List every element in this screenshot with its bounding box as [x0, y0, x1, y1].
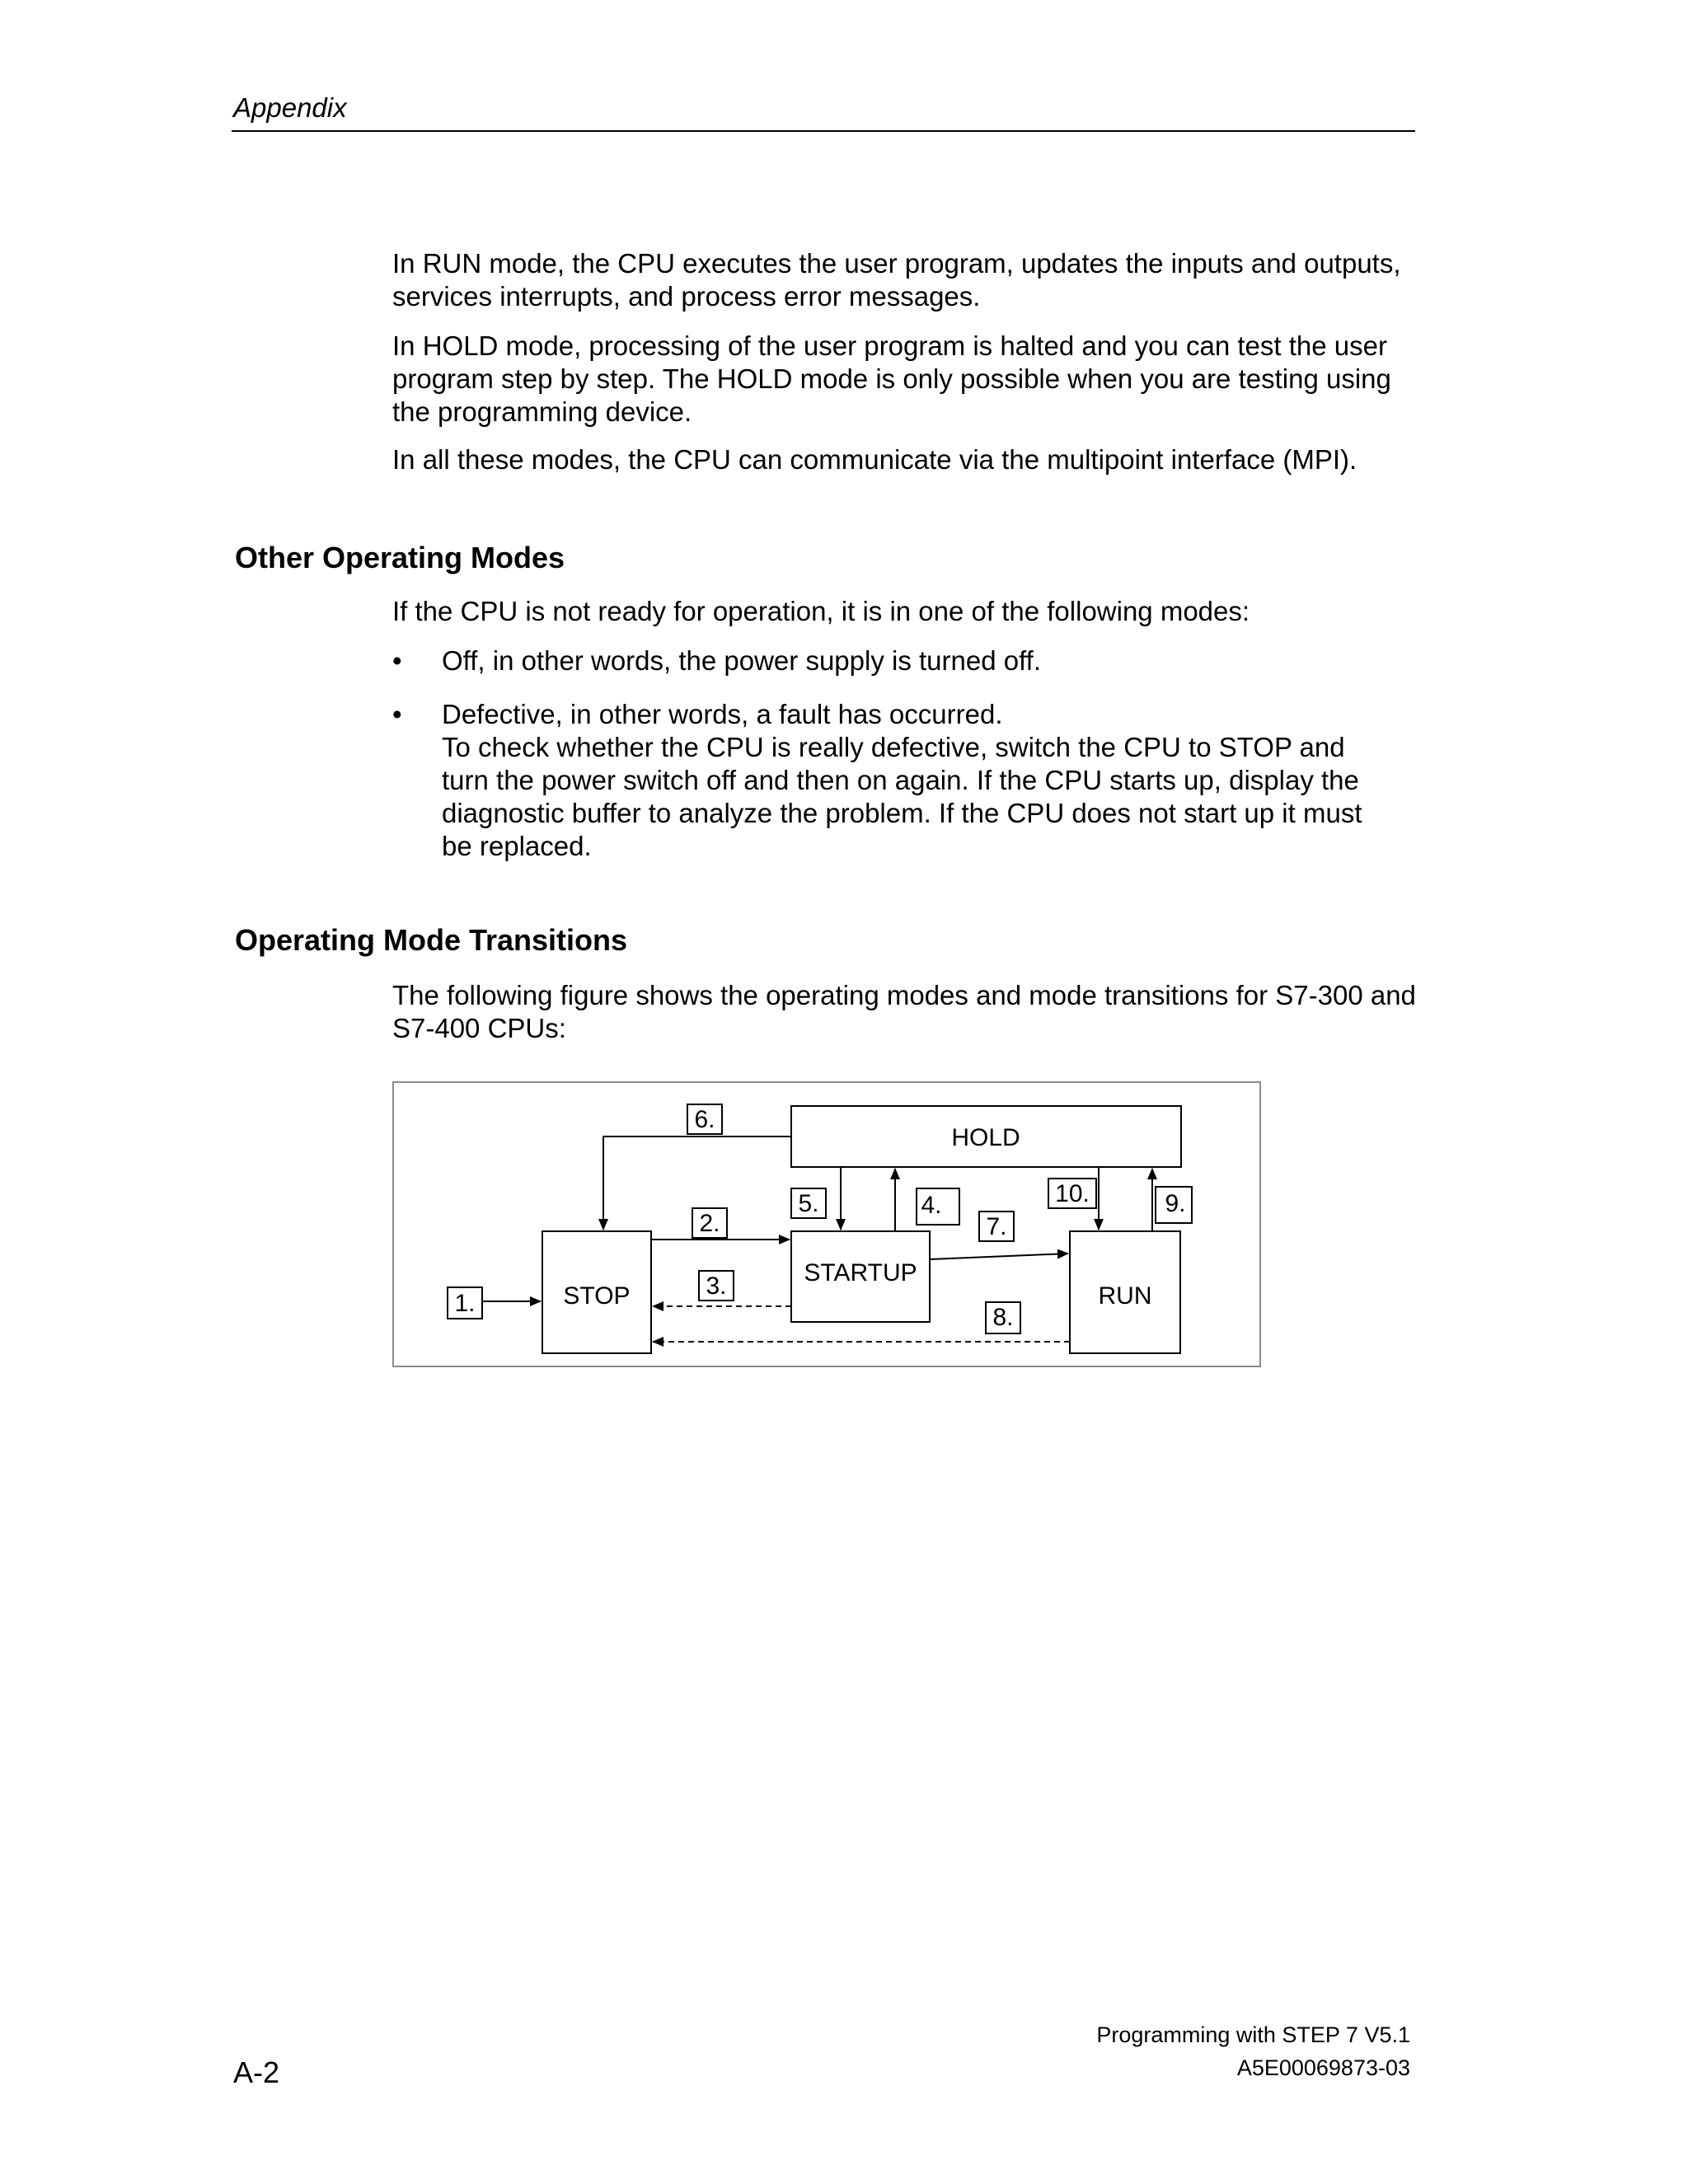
- transition-label-3: [699, 1271, 734, 1301]
- transition-7-arrow: [930, 1254, 1068, 1259]
- transitions-intro: The following figure shows the operating modes and mode transitions for S7-300 and S7-400 CPUs:: [392, 980, 1416, 1043]
- transition-label-8-text: 8.: [992, 1304, 1014, 1331]
- page-number: A-2: [233, 2055, 280, 2089]
- transition-label-9: [1156, 1187, 1192, 1223]
- transition-label-1-text: 1.: [454, 1290, 476, 1317]
- intro-mpi-paragraph: In all these modes, the CPU can communicate via the multipoint interface (MPI).: [392, 444, 1357, 475]
- transition-label-7: [979, 1212, 1014, 1241]
- running-header: Appendix: [233, 92, 347, 123]
- transition-label-3-text: 3.: [706, 1272, 727, 1300]
- run-mode-label: RUN: [1098, 1282, 1152, 1310]
- transitions-heading: Operating Mode Transitions: [235, 923, 628, 957]
- transition-label-8: [986, 1302, 1020, 1333]
- other-modes-heading: Other Operating Modes: [235, 541, 565, 574]
- transition-label-7-text: 7.: [986, 1213, 1007, 1240]
- startup-mode-label: STARTUP: [804, 1259, 917, 1286]
- transition-label-5-text: 5.: [798, 1190, 819, 1217]
- transition-label-6-text: 6.: [694, 1106, 715, 1133]
- transition-label-9-text: 9.: [1165, 1190, 1186, 1217]
- transition-label-10-text: 10.: [1055, 1180, 1090, 1207]
- bullet-text: Defective, in other words, a fault has occurred.: [442, 699, 1003, 729]
- stop-mode-label: STOP: [563, 1282, 631, 1310]
- intro-run-paragraph: In RUN mode, the CPU executes the user program, updates the inputs and outputs, services interrupts, and process error messages.: [392, 248, 1401, 312]
- operating-mode-diagram: [392, 1081, 1261, 1367]
- transition-label-5: [791, 1188, 826, 1218]
- header-rule: [232, 130, 1415, 132]
- transition-label-2-text: 2.: [699, 1210, 720, 1237]
- transition-label-1: [448, 1287, 482, 1319]
- intro-hold-paragraph: In HOLD mode, processing of the user program is halted and you can test the user program step by step. The HOLD mode is only possible when you are testing using the programming device.: [392, 330, 1391, 427]
- transition-label-4: [917, 1188, 959, 1225]
- hold-mode-label: HOLD: [951, 1124, 1020, 1151]
- bullet-icon: •: [392, 699, 402, 729]
- transition-label-6: [687, 1104, 722, 1134]
- transition-label-10: [1048, 1179, 1096, 1208]
- bullet-detail: To check whether the CPU is really defective, switch the CPU to STOP and turn the power switch off and then on again. If the CPU starts up, display the diagnostic buffer to analyze the problem. If the CPU does not start up it must be replaced.: [442, 732, 1362, 861]
- transition-label-2: [692, 1208, 727, 1238]
- footer-doc-number: A5E00069873-03: [1236, 2055, 1410, 2080]
- bullet-text: Off, in other words, the power supply is turned off.: [442, 645, 1041, 676]
- other-modes-intro: If the CPU is not ready for operation, it is in one of the following modes:: [392, 596, 1250, 626]
- transition-label-4-text: 4.: [921, 1192, 942, 1219]
- footer-doc-title: Programming with STEP 7 V5.1: [1096, 2022, 1410, 2047]
- bullet-icon: •: [392, 645, 402, 676]
